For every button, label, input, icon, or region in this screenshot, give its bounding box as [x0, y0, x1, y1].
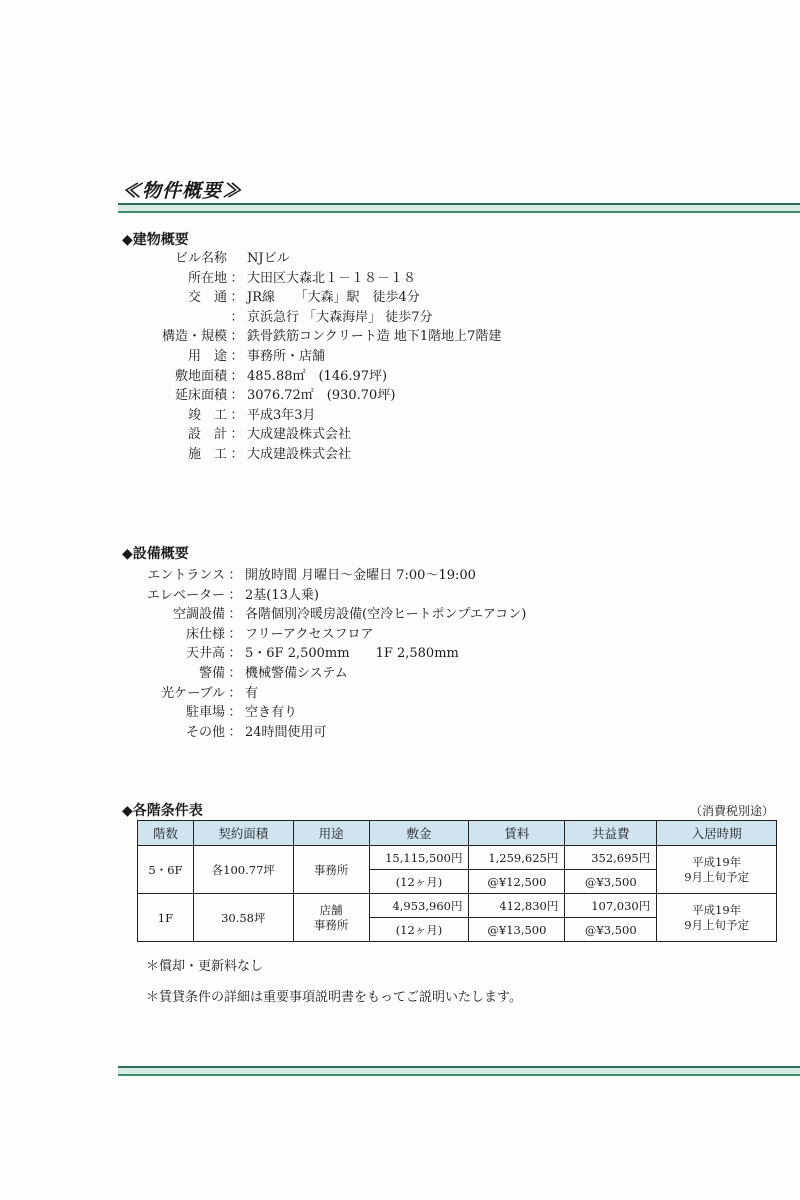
info-row [112, 365, 387, 384]
info-value: 24時間使用可 [245, 724, 327, 740]
move-in-month: 9月上旬予定 [684, 917, 750, 932]
info-label: 竣 工 [187, 407, 227, 423]
info-value: 京浜急行 「大森海岸」 徒歩7分 [247, 309, 433, 325]
header-rent: 賃料 [469, 821, 565, 846]
info-label: 空調設備 [172, 607, 225, 623]
info-label: 延床面積 [174, 388, 227, 404]
info-label: 施 工 [187, 447, 227, 462]
info-separator: ： [230, 368, 244, 384]
info-row [112, 306, 433, 325]
info-label: 所在地 [187, 270, 227, 286]
common-unit-cell: @¥3,500 [565, 870, 657, 894]
info-value: 空き有り [245, 705, 298, 721]
deposit-months-cell: (12ヶ月) [369, 870, 469, 894]
header-area: 契約面積 [193, 821, 293, 846]
info-row [112, 423, 351, 442]
info-row [116, 603, 526, 622]
deposit-cell: 15,115,500円 [369, 846, 469, 870]
area-cell: 各100.77坪 [193, 846, 293, 894]
info-value: JR線 「大森」駅 徒歩4分 [247, 290, 420, 306]
use-cell: 事務所 [293, 846, 369, 894]
table-header-row [138, 821, 777, 846]
info-row [116, 642, 459, 661]
info-row [116, 701, 297, 720]
info-separator: ： [228, 666, 242, 681]
info-value: 平成3年3月 [247, 407, 316, 423]
info-label: 設 計 [187, 427, 227, 443]
common-fee-cell: 107,030円 [565, 894, 657, 918]
info-separator: ： [228, 568, 242, 583]
info-row [112, 443, 351, 462]
info-value: 485.88㎡ (146.97坪) [247, 368, 388, 384]
info-row [116, 682, 258, 701]
info-row [116, 623, 373, 642]
move-in-year: 平成19年 [692, 854, 742, 869]
footer-divider [118, 1066, 800, 1076]
info-separator: ： [228, 705, 242, 721]
table-row [138, 894, 777, 918]
info-value: 大成建設株式会社 [247, 427, 352, 443]
move-in-year: 平成19年 [692, 902, 742, 917]
info-label: 敷地面積 [174, 368, 227, 384]
info-row [112, 384, 395, 403]
note-no-fees: ＊償却・更新料なし [146, 959, 264, 974]
conditions-section-heading: ◆各階条件表 [122, 803, 203, 819]
info-label: 構造・規模 [161, 329, 227, 345]
info-value: 事務所・店舗 [247, 349, 326, 364]
info-value: 鉄骨鉄筋コンクリート造 地下1階地上7階建 [247, 329, 502, 345]
rent-unit-cell: @¥12,500 [469, 870, 565, 894]
header-move-in: 入居時期 [657, 821, 777, 846]
page-title: ≪物件概要≫ [122, 180, 243, 202]
tax-note: （消費税別途） [690, 804, 775, 818]
equipment-section-heading: ◆設備概要 [122, 546, 189, 562]
rent-cell: 412,830円 [469, 894, 565, 918]
info-separator: ： [228, 724, 242, 740]
info-separator: ： [230, 447, 244, 462]
header-deposit: 敷金 [369, 821, 469, 846]
info-row [112, 267, 416, 286]
header-use: 用途 [293, 821, 369, 846]
info-value: 各階個別冷暖房設備(空冷ヒートポンプエアコン) [245, 607, 527, 623]
info-separator: ： [228, 607, 242, 623]
table-row [138, 846, 777, 870]
info-separator: ： [230, 270, 244, 286]
info-label: 天井高 [185, 646, 225, 662]
floor-cell: 5・6F [138, 846, 194, 894]
note-details: ＊賃貸条件の詳細は重要事項説明書をもってご説明いたします。 [146, 990, 522, 1005]
info-separator: ： [230, 427, 244, 443]
info-separator: ： [228, 626, 242, 642]
info-row [116, 584, 319, 603]
info-label: ビル名称 [174, 251, 227, 266]
info-separator: ： [228, 587, 242, 603]
building-section-heading: ◆建物概要 [122, 232, 189, 248]
info-label: その他 [185, 724, 225, 740]
info-value: 3076.72㎡ (930.70坪) [247, 388, 396, 404]
info-row [112, 345, 325, 364]
common-fee-cell: 352,695円 [565, 846, 657, 870]
move-in-cell [657, 846, 777, 894]
info-separator: ： [230, 290, 244, 306]
title-divider [118, 203, 800, 213]
info-value: フリーアクセスフロア [245, 626, 374, 642]
info-value: 大田区大森北１－１８－１８ [247, 270, 417, 286]
info-label: 交 通 [187, 290, 227, 306]
floor-conditions-table [137, 820, 777, 942]
info-row [116, 564, 476, 583]
info-value: 5・6F 2,500mm 1F 2,580mm [245, 646, 459, 662]
info-value: 開放時間 月曜日～金曜日 7:00～19:00 [245, 568, 476, 583]
info-value: 機械警備システム [245, 666, 348, 681]
move-in-month: 9月上旬予定 [684, 869, 750, 884]
info-row [112, 247, 290, 266]
info-separator: ： [228, 685, 242, 701]
info-label: 駐車場 [185, 705, 225, 721]
deposit-cell: 4,953,960円 [369, 894, 469, 918]
deposit-months-cell: (12ヶ月) [369, 918, 469, 942]
use-cell: 店舗 事務所 [293, 894, 369, 942]
rent-cell: 1,259,625円 [469, 846, 565, 870]
header-common-fee: 共益費 [565, 821, 657, 846]
info-separator: ： [230, 309, 244, 325]
info-label: 用 途 [187, 349, 227, 364]
info-label: 床仕様 [185, 626, 225, 642]
info-separator: ： [230, 407, 244, 423]
info-value: 大成建設株式会社 [247, 447, 352, 462]
info-separator: ： [228, 646, 242, 662]
info-row [116, 662, 348, 681]
info-row [112, 286, 420, 305]
info-value: 2基(13人乗) [245, 587, 319, 603]
area-cell: 30.58坪 [193, 894, 293, 942]
info-separator: ： [230, 388, 244, 404]
info-label: エレベーター [146, 587, 225, 603]
info-label: 警備 [198, 666, 225, 681]
info-row [112, 325, 501, 344]
info-separator: ： [230, 329, 244, 345]
header-floor: 階数 [138, 821, 194, 846]
floor-cell: 1F [138, 894, 194, 942]
info-label: 光ケーブル [161, 685, 225, 701]
rent-unit-cell: @¥13,500 [469, 918, 565, 942]
info-separator: ： [230, 349, 244, 364]
info-label: エントランス [147, 568, 225, 583]
info-value: NJビル [247, 251, 290, 266]
move-in-cell [657, 894, 777, 942]
info-row [116, 721, 327, 740]
info-value: 有 [245, 685, 259, 701]
info-row [112, 404, 316, 423]
common-unit-cell: @¥3,500 [565, 918, 657, 942]
